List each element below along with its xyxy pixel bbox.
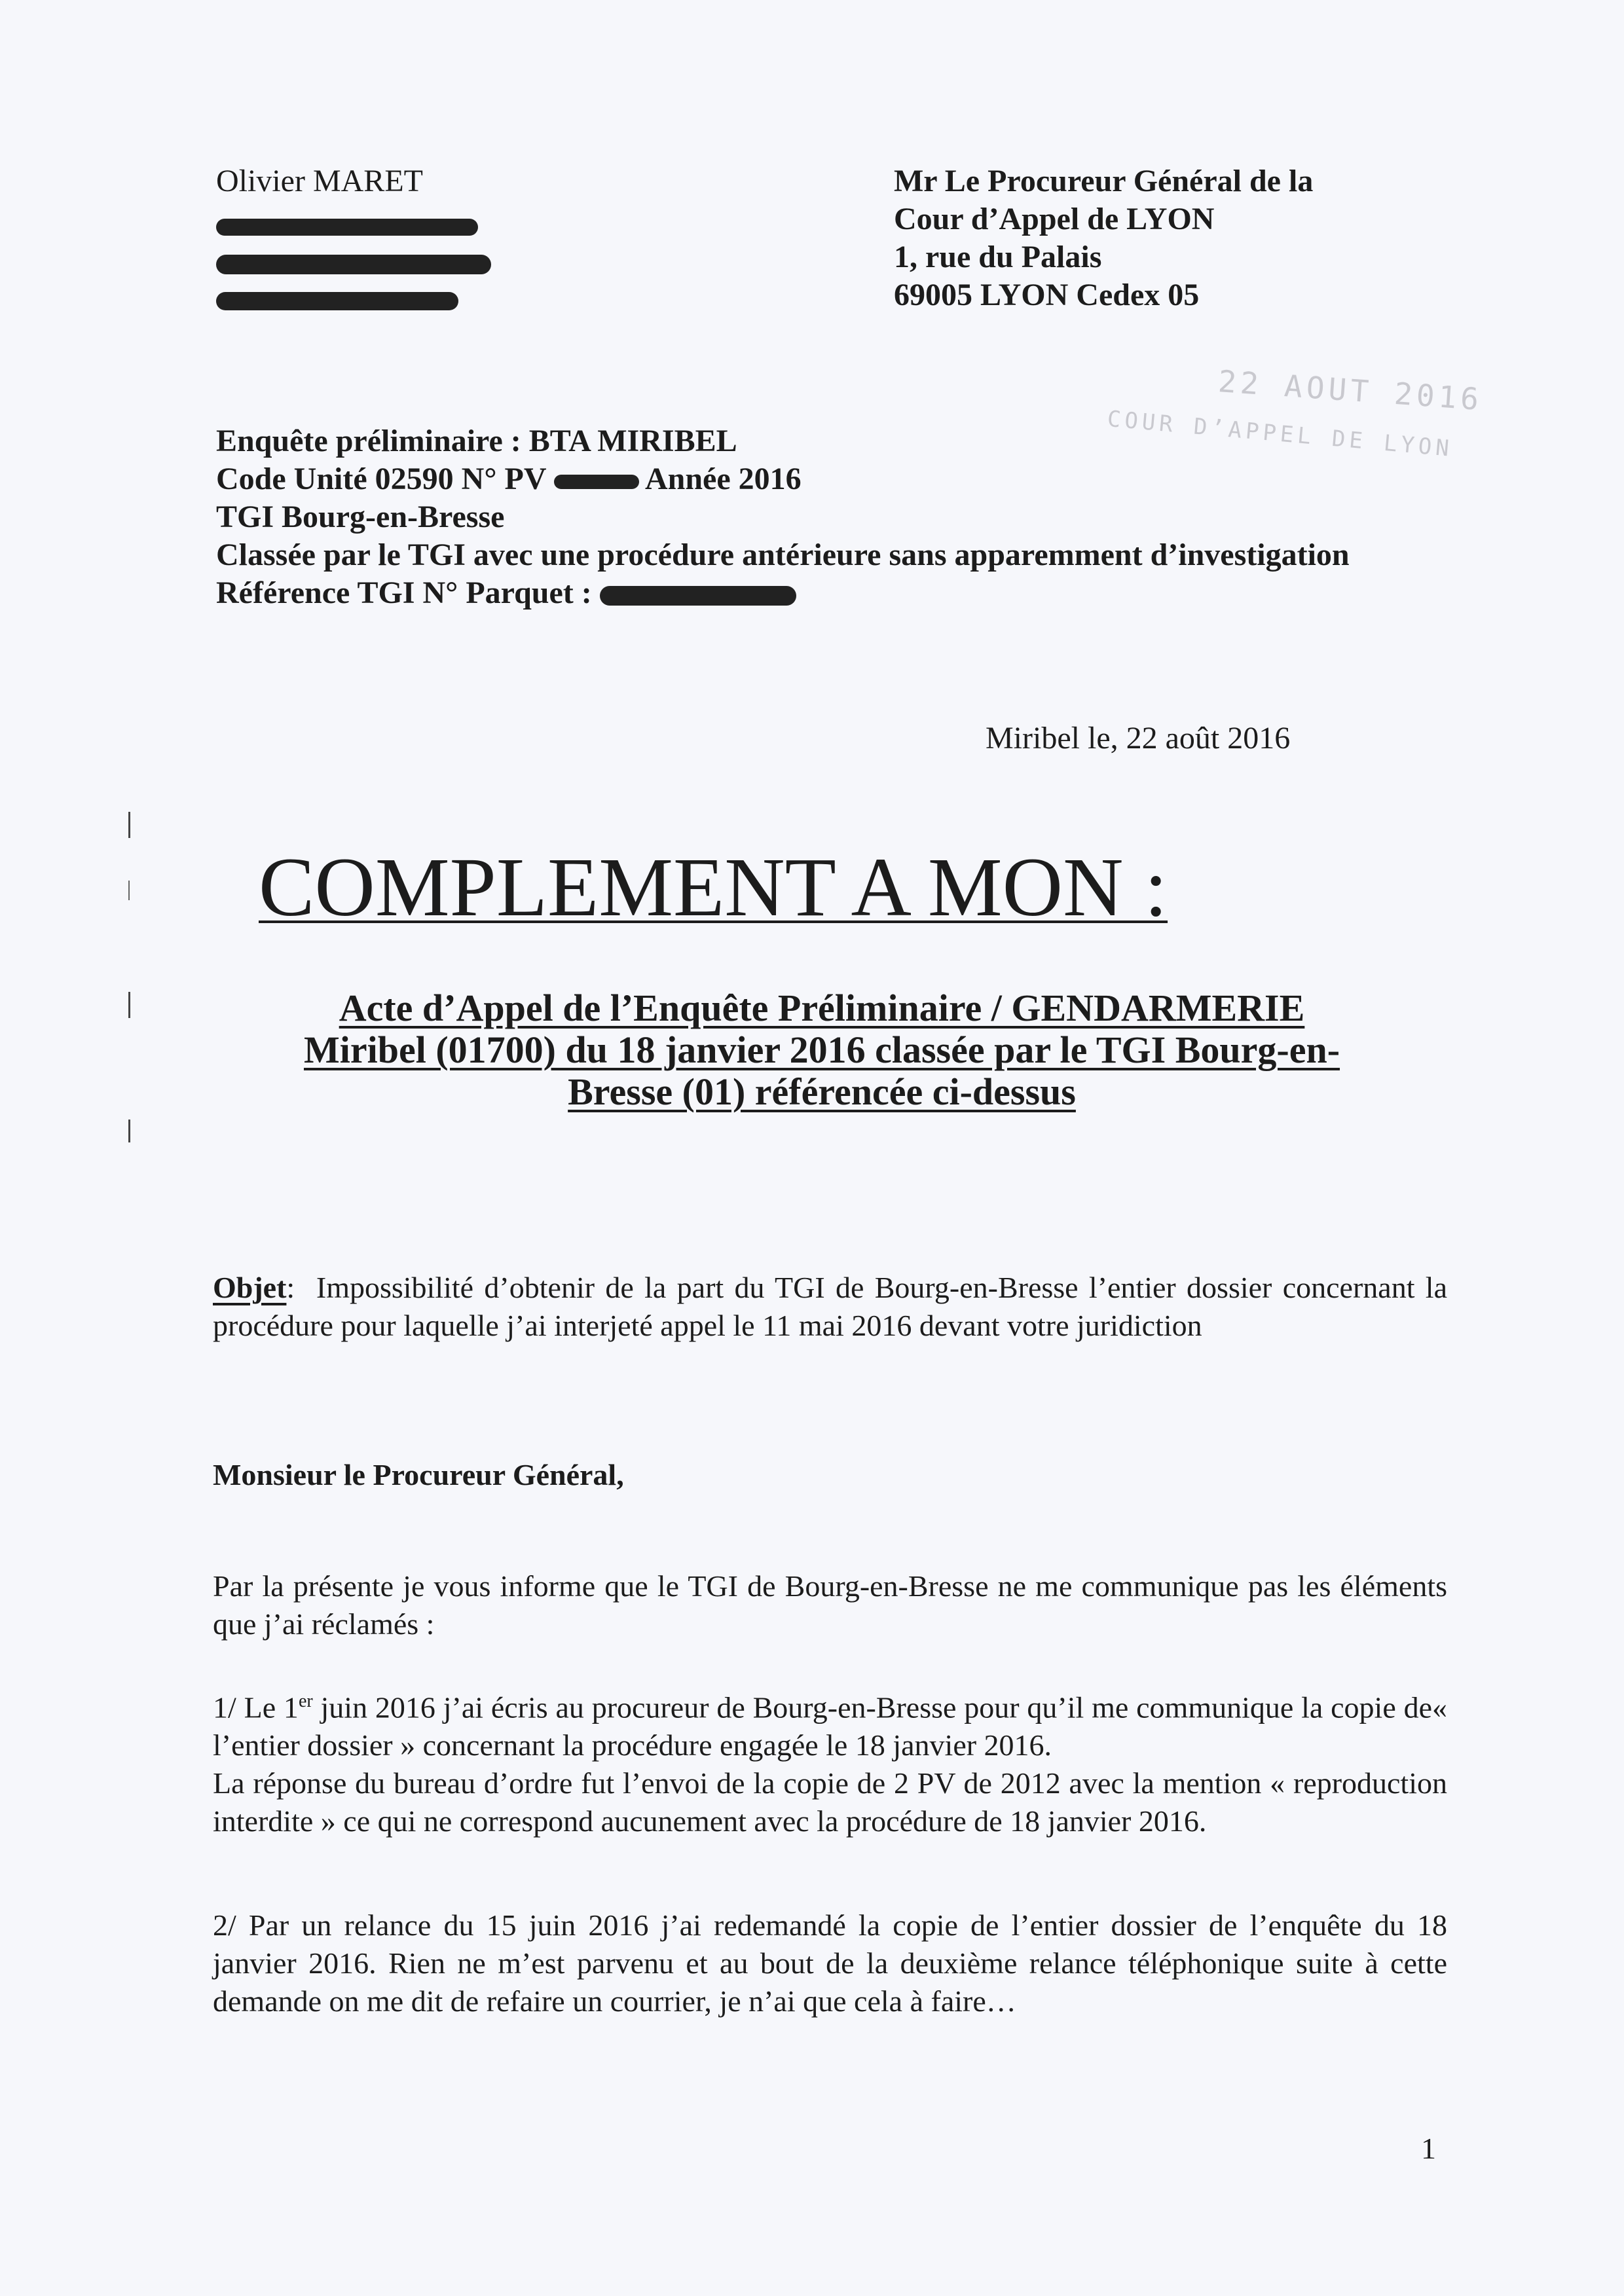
page-title [259,841,1168,933]
date-line: Miribel le, 22 août 2016 [986,721,1291,756]
intro-text: Par la présente je vous informe que le TGI de Bourg-en-Bresse ne me communique pas les éléments que j’ai réclamés : [213,1569,1447,1641]
redacted-address-line [216,276,491,314]
scan-margin-mark [128,881,130,900]
code-unite-line [216,460,1350,498]
classee-line: Classée par le TGI avec une procédure antérieure sans apparemment d’investigation [216,538,1350,572]
subtitle-line-2: Miribel (01700) du 18 janvier 2016 classée par le TGI Bourg-en- [303,1029,1340,1071]
item-1-reply: La réponse du bureau d’ordre fut l’envoi de la copie de 2 PV de 2012 avec la mention « reproduction interdite » ce qui ne correspond aucunement avec la procédure de 18 janvier 2016. [213,1766,1447,1838]
item-1-rest: juin 2016 j’ai écris au procureur de Bourg-en-Bresse pour qu’il me communique la copie de« l’entier dossier » concernant la procédure engagée le 18 janvier 2016. [213,1690,1447,1762]
salutation: Monsieur le Procureur Général, [213,1458,624,1491]
objet-paragraph: Objet: Impossibilité d’obtenir de la part du TGI de Bourg-en-Bresse l’entier dossier concernant la procédure pour laquelle j’ai interjeté appel le 11 mai 2016 devant votre juridiction [213,1271,1448,1342]
stamp-date: 22 AOUT 2016 [1217,363,1484,418]
item-1-start: 1/ Le 1 [213,1690,299,1724]
scan-margin-mark [128,1120,130,1142]
recipient-line: Mr Le Procureur Général de la [894,164,1314,198]
recipient-line: 1, rue du Palais [894,240,1102,274]
item-2-text: 2/ Par un relance du 15 juin 2016 j’ai redemandé la copie de l’entier dossier de l’enquête du 18 janvier 2016. Rien ne m’est parvenu et au bout de la deuxième relance téléphonique suite à cette demande on me dit de refaire un courrier, je n’ai que cela à faire… [213,1908,1447,2018]
enquete-line: Enquête préliminaire : BTA MIRIBEL [216,424,737,458]
subtitle [210,987,1434,1113]
page-number: 1 [1421,2132,1436,2165]
code-suffix: Année 2016 [644,462,802,496]
redacted-address-line [216,200,491,238]
page-title-text: COMPLEMENT A MON : [259,841,1168,934]
scan-margin-mark [128,992,130,1018]
sender-name: Olivier MARET [216,164,423,198]
redacted-parquet-number [600,586,796,606]
subtitle-line-1: Acte d’Appel de l’Enquête Préliminaire / GENDARMERIE [339,987,1305,1029]
scan-margin-mark [128,812,130,838]
subtitle-line-3: Bresse (01) référencée ci-dessus [568,1070,1076,1113]
recipient-line: 69005 LYON Cedex 05 [894,278,1200,312]
tgi-line: TGI Bourg-en-Bresse [216,500,505,534]
objet-label: Objet [213,1271,287,1304]
sender-block [216,162,491,314]
redacted-pv-number [554,475,639,489]
reference-block [216,422,1350,612]
parquet-label: Référence TGI N° Parquet : [216,575,592,610]
item-1-paragraph [213,1683,1447,1840]
item-2-paragraph [213,1906,1447,2020]
stamp-office: COUR D’APPEL DE LYON [1106,405,1454,462]
objet-text: Impossibilité d’obtenir de la part du TGI de Bourg-en-Bresse l’entier dossier concernant la procédure pour laquelle j’ai interjeté appel le 11 mai 2016 devant votre juridiction [213,1271,1448,1342]
intro-paragraph [213,1567,1447,1643]
recipient-block [894,162,1313,314]
code-prefix: Code Unité 02590 N° PV [216,462,546,496]
redacted-address-line [216,238,491,276]
parquet-line [216,574,1350,612]
recipient-line: Cour d’Appel de LYON [894,202,1215,236]
item-1-sup: er [298,1691,313,1711]
